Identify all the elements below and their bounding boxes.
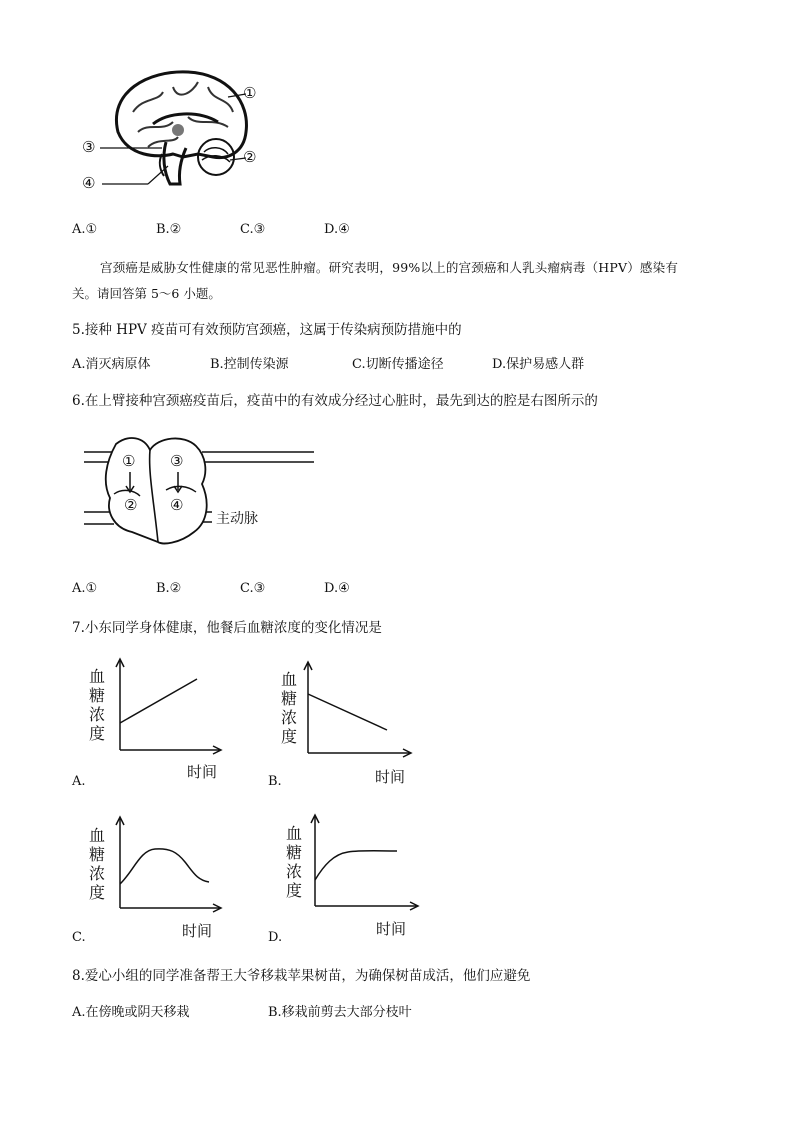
heart-label-1: ① <box>122 452 136 470</box>
q7-stem: 7.小东同学身体健康，他餐后血糖浓度的变化情况是 <box>72 620 382 636</box>
q4-option-a[interactable]: A.① <box>72 222 98 237</box>
graph-a-curve <box>120 679 197 723</box>
graph-b-y-label: 血 糖 浓 度 <box>281 670 298 746</box>
q5-option-a[interactable]: A.消灭病原体 <box>72 357 151 372</box>
q5-option-b[interactable]: B.控制传染源 <box>210 357 289 372</box>
graph-c <box>85 812 235 942</box>
q4-option-b[interactable]: B.② <box>156 222 182 237</box>
heart-label-2: ② <box>124 496 138 514</box>
aorta-label: 主动脉 <box>216 511 258 527</box>
q8-stem: 8.爱心小组的同学准备帮王大爷移栽苹果树苗，为确保树苗成活，他们应避免 <box>72 968 531 984</box>
brain-label-4: ④ <box>82 174 96 192</box>
q8-option-b[interactable]: B.移栽前剪去大部分枝叶 <box>268 1005 412 1020</box>
q7-option-b[interactable]: B. <box>268 774 282 789</box>
q6-option-b[interactable]: B.② <box>156 581 182 596</box>
brain-label-3: ③ <box>82 138 96 156</box>
graph-d <box>282 810 432 940</box>
heart-label-4: ④ <box>170 496 184 514</box>
graph-d-y-label: 血 糖 浓 度 <box>286 824 303 900</box>
q5-stem: 5.接种 HPV 疫苗可有效预防宫颈癌，这属于传染病预防措施中的 <box>72 322 462 338</box>
heart-diagram <box>84 432 314 557</box>
graph-c-curve <box>120 849 209 884</box>
graph-b-x-label: 时间 <box>375 768 406 786</box>
graph-a-x-label: 时间 <box>187 763 218 781</box>
graph-a-y-label: 血 糖 浓 度 <box>89 667 106 743</box>
intro-line-1: 宫颈癌是威胁女性健康的常见恶性肿瘤。研究表明，99%以上的宫颈癌和人乳头瘤病毒（HPV）感染有 <box>100 260 679 275</box>
graph-d-x-label: 时间 <box>376 920 407 938</box>
q5-option-d[interactable]: D.保护易感人群 <box>492 357 585 372</box>
q6-option-c[interactable]: C.③ <box>240 581 266 596</box>
q7-option-c[interactable]: C. <box>72 930 86 945</box>
q4-option-c[interactable]: C.③ <box>240 222 266 237</box>
q8-option-a[interactable]: A.在傍晚或阴天移栽 <box>72 1005 190 1020</box>
graph-b <box>275 658 425 786</box>
graph-d-curve <box>315 851 397 880</box>
q6-stem: 6.在上臂接种宫颈癌疫苗后，疫苗中的有效成分经过心脏时，最先到达的腔是右图所示的 <box>72 393 598 409</box>
q6-option-a[interactable]: A.① <box>72 581 98 596</box>
brain-figure <box>78 62 278 197</box>
graph-c-y-label: 血 糖 浓 度 <box>89 826 106 902</box>
q6-option-d[interactable]: D.④ <box>324 581 350 596</box>
graph-c-x-label: 时间 <box>182 922 213 940</box>
graph-b-curve <box>308 694 387 730</box>
brain-diagram <box>78 62 278 197</box>
heart-label-3: ③ <box>170 452 184 470</box>
intro-line-2: 关。请回答第 5～6 小题。 <box>72 286 221 301</box>
q7-option-a[interactable]: A. <box>72 774 86 789</box>
q5-option-c[interactable]: C.切断传播途径 <box>352 357 444 372</box>
heart-figure <box>84 432 314 557</box>
brain-label-2: ② <box>243 148 257 166</box>
graph-a <box>85 655 235 780</box>
brain-label-1: ① <box>243 84 257 102</box>
q7-option-d[interactable]: D. <box>268 930 283 945</box>
q4-option-d[interactable]: D.④ <box>324 222 350 237</box>
